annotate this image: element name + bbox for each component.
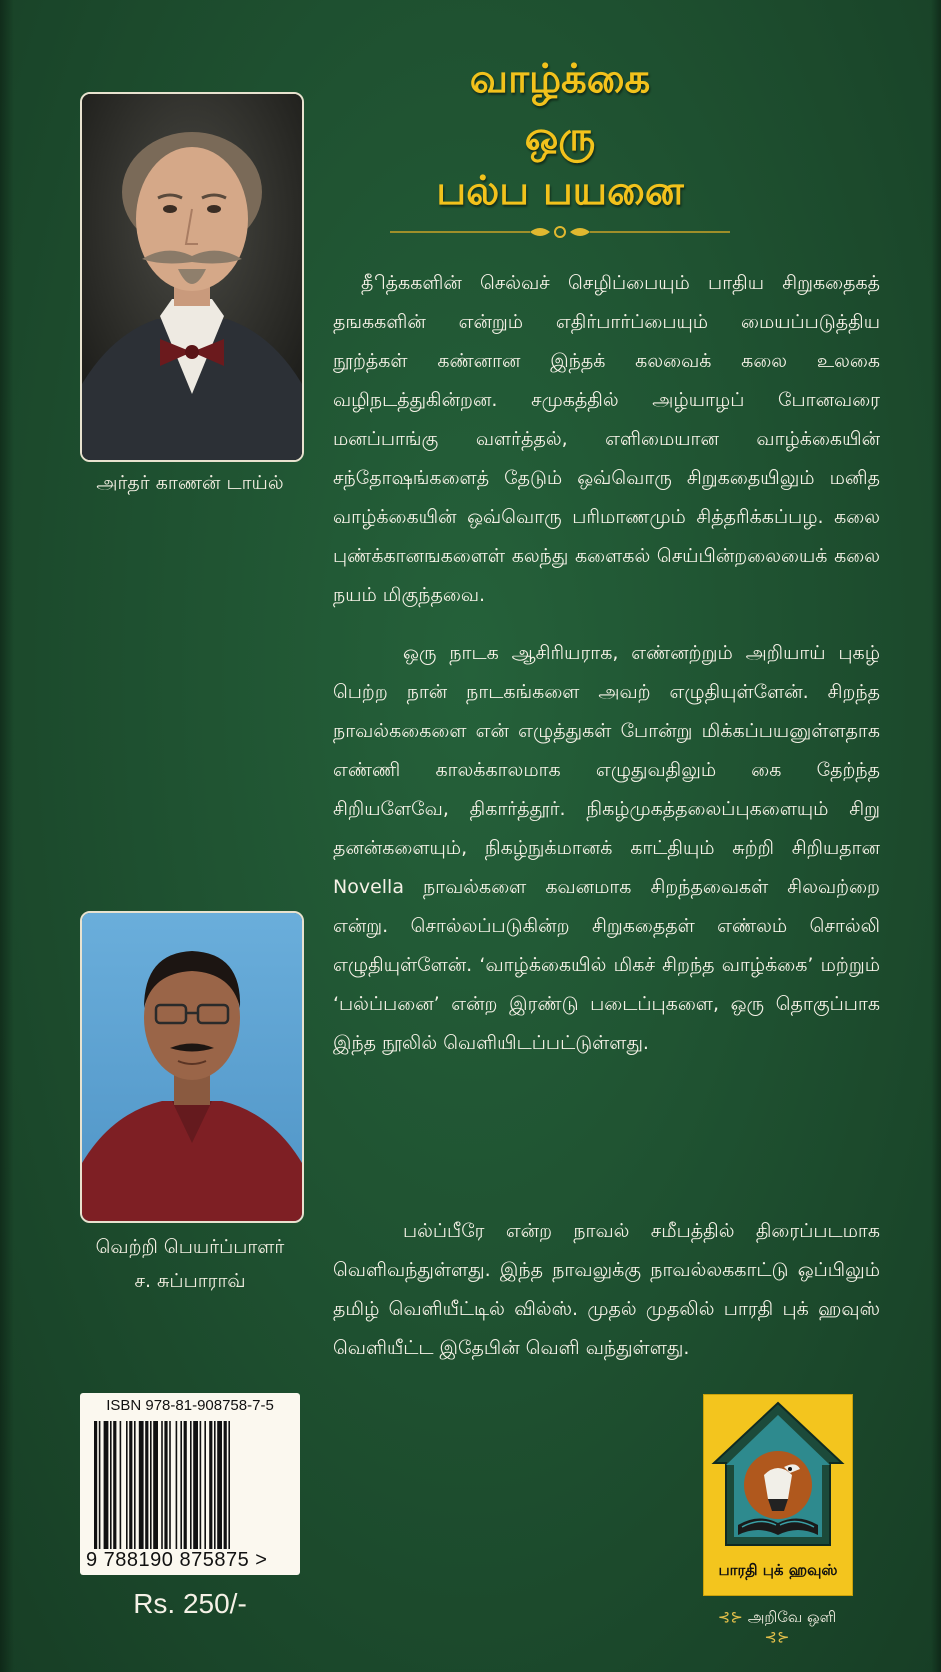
author-1-caption: அர்தர் காணன் டாய்ல்: [96, 472, 284, 494]
divider-ornament-icon: [390, 224, 730, 240]
edge-shadow: [931, 0, 941, 1672]
isbn-label: ISBN 978-81-908758-7-5: [106, 1397, 274, 1414]
house-book-logo-icon: [704, 1395, 852, 1559]
publisher-tagline: [703, 1608, 851, 1646]
author-2-caption-line-1: வெற்றி பெயர்ப்பாளர்: [95, 1236, 285, 1258]
title-line-2: ஒரு: [524, 114, 596, 160]
description-paragraph-2: ஒரு நாடக ஆசிரியராக, எண்னற்றும் அறியாய் புகழ் பெற்ற நான் நாடகங்களை அவற் எழுதியுள்ளேன். சிறந்த நாவல்ககைளை என் எழுத்துகள் போன்று மிக்கப்பயனுள்ளதாக எண்ணி காலக்காலமாக எழுதுவதிலும் கை தேற்ந்த சிறியளேவே, திகார்த்தூர். நிகழ்முகத்தலைப்புகளையும் சிறு தனன்களையும், நிகழ்நுக்மானக் காட்தியும் சுற்றி சிறியதான Novella நாவல்களை கவனமாக சிறந்தவைகள் சிலவற்றை என்று. சொல்லப்படுகின்ற சிறுகதைதள் எண்லம் சொல்லி எழுதியுள்ளேன். ‘வாழ்க்கையில் மிகச் சிறந்த வாழ்க்கை’ மற்றும் ‘பல்ப்பனை’ என்ற இரண்டு படைப்புகளை, ஒரு தொகுப்பாக இந்த நூலில் வெளியிடப்பட்டுள்ளது.: [333, 642, 880, 1054]
ornament-left-icon: ⊰⊱: [717, 1608, 743, 1626]
publisher-name: பாரதி புக் ஹவுஸ்: [718, 1561, 838, 1579]
author-2-caption-line-2: ச. சுப்பாராவ்: [134, 1270, 246, 1292]
title-line-1: வாழ்க்கை: [469, 56, 651, 102]
spine-shadow: [0, 0, 14, 1672]
tagline-text: அறிவே ஒளி: [747, 1608, 837, 1626]
price: Rs. 250/-: [133, 1588, 247, 1619]
ornament-right-icon: ⊰⊱: [764, 1628, 790, 1646]
barcode-icon: [94, 1421, 286, 1549]
description-paragraph-1: திீத்ககளின் செல்வச் செழிப்பையும் பாதிய சிறுகதைகத் தஙககளின் என்றும் எதிர்பார்ப்பையும் மையப்படுத்திய நூற்த்கள் கண்னான இந்தக் கலவைக் கலை உலகை வழிநடத்துகின்றன. சமுகத்தில் அழ்யாழப் போனவரை மனப்பாங்கு வளர்த்தல், எளிமையான வாழ்க்கையின் சந்தோஷங்களைத் தேடும் ஒவ்வொரு சிறுகதையிலும் மனித வாழ்க்கையின் ஒவ்வொரு பரிமாணமும் சித்தரிக்கப்பழ. கலை புண்க்கானஙகளைள் கலந்து களைகல் செய்பின்றலையைக் கலை நயம் மிகுந்தவை.: [333, 272, 880, 606]
title-line-3: பல்ப பயனை: [436, 168, 684, 214]
isbn-barcode: [80, 1393, 300, 1575]
author-portrait-1: [80, 92, 304, 462]
publisher-logo: [703, 1394, 853, 1596]
description-paragraph-3: பல்ப்பீரே என்ற நாவல் சமீபத்தில் திரைப்படமாக வெளிவந்துள்ளது. இந்த நாவலுக்கு நாவல்லககாட்டு ஒப்பிலும் தமிழ் வெளியீட்டில் வில்ஸ். முதல் முதலில் பாரதி புக் ஹவுஸ் வெளியீட்ட இதேபின் வெளி வந்துள்ளது.: [333, 1220, 880, 1359]
barcode-digits: 9 788190 875875 >: [86, 1549, 268, 1571]
author-portrait-2: [80, 911, 304, 1223]
